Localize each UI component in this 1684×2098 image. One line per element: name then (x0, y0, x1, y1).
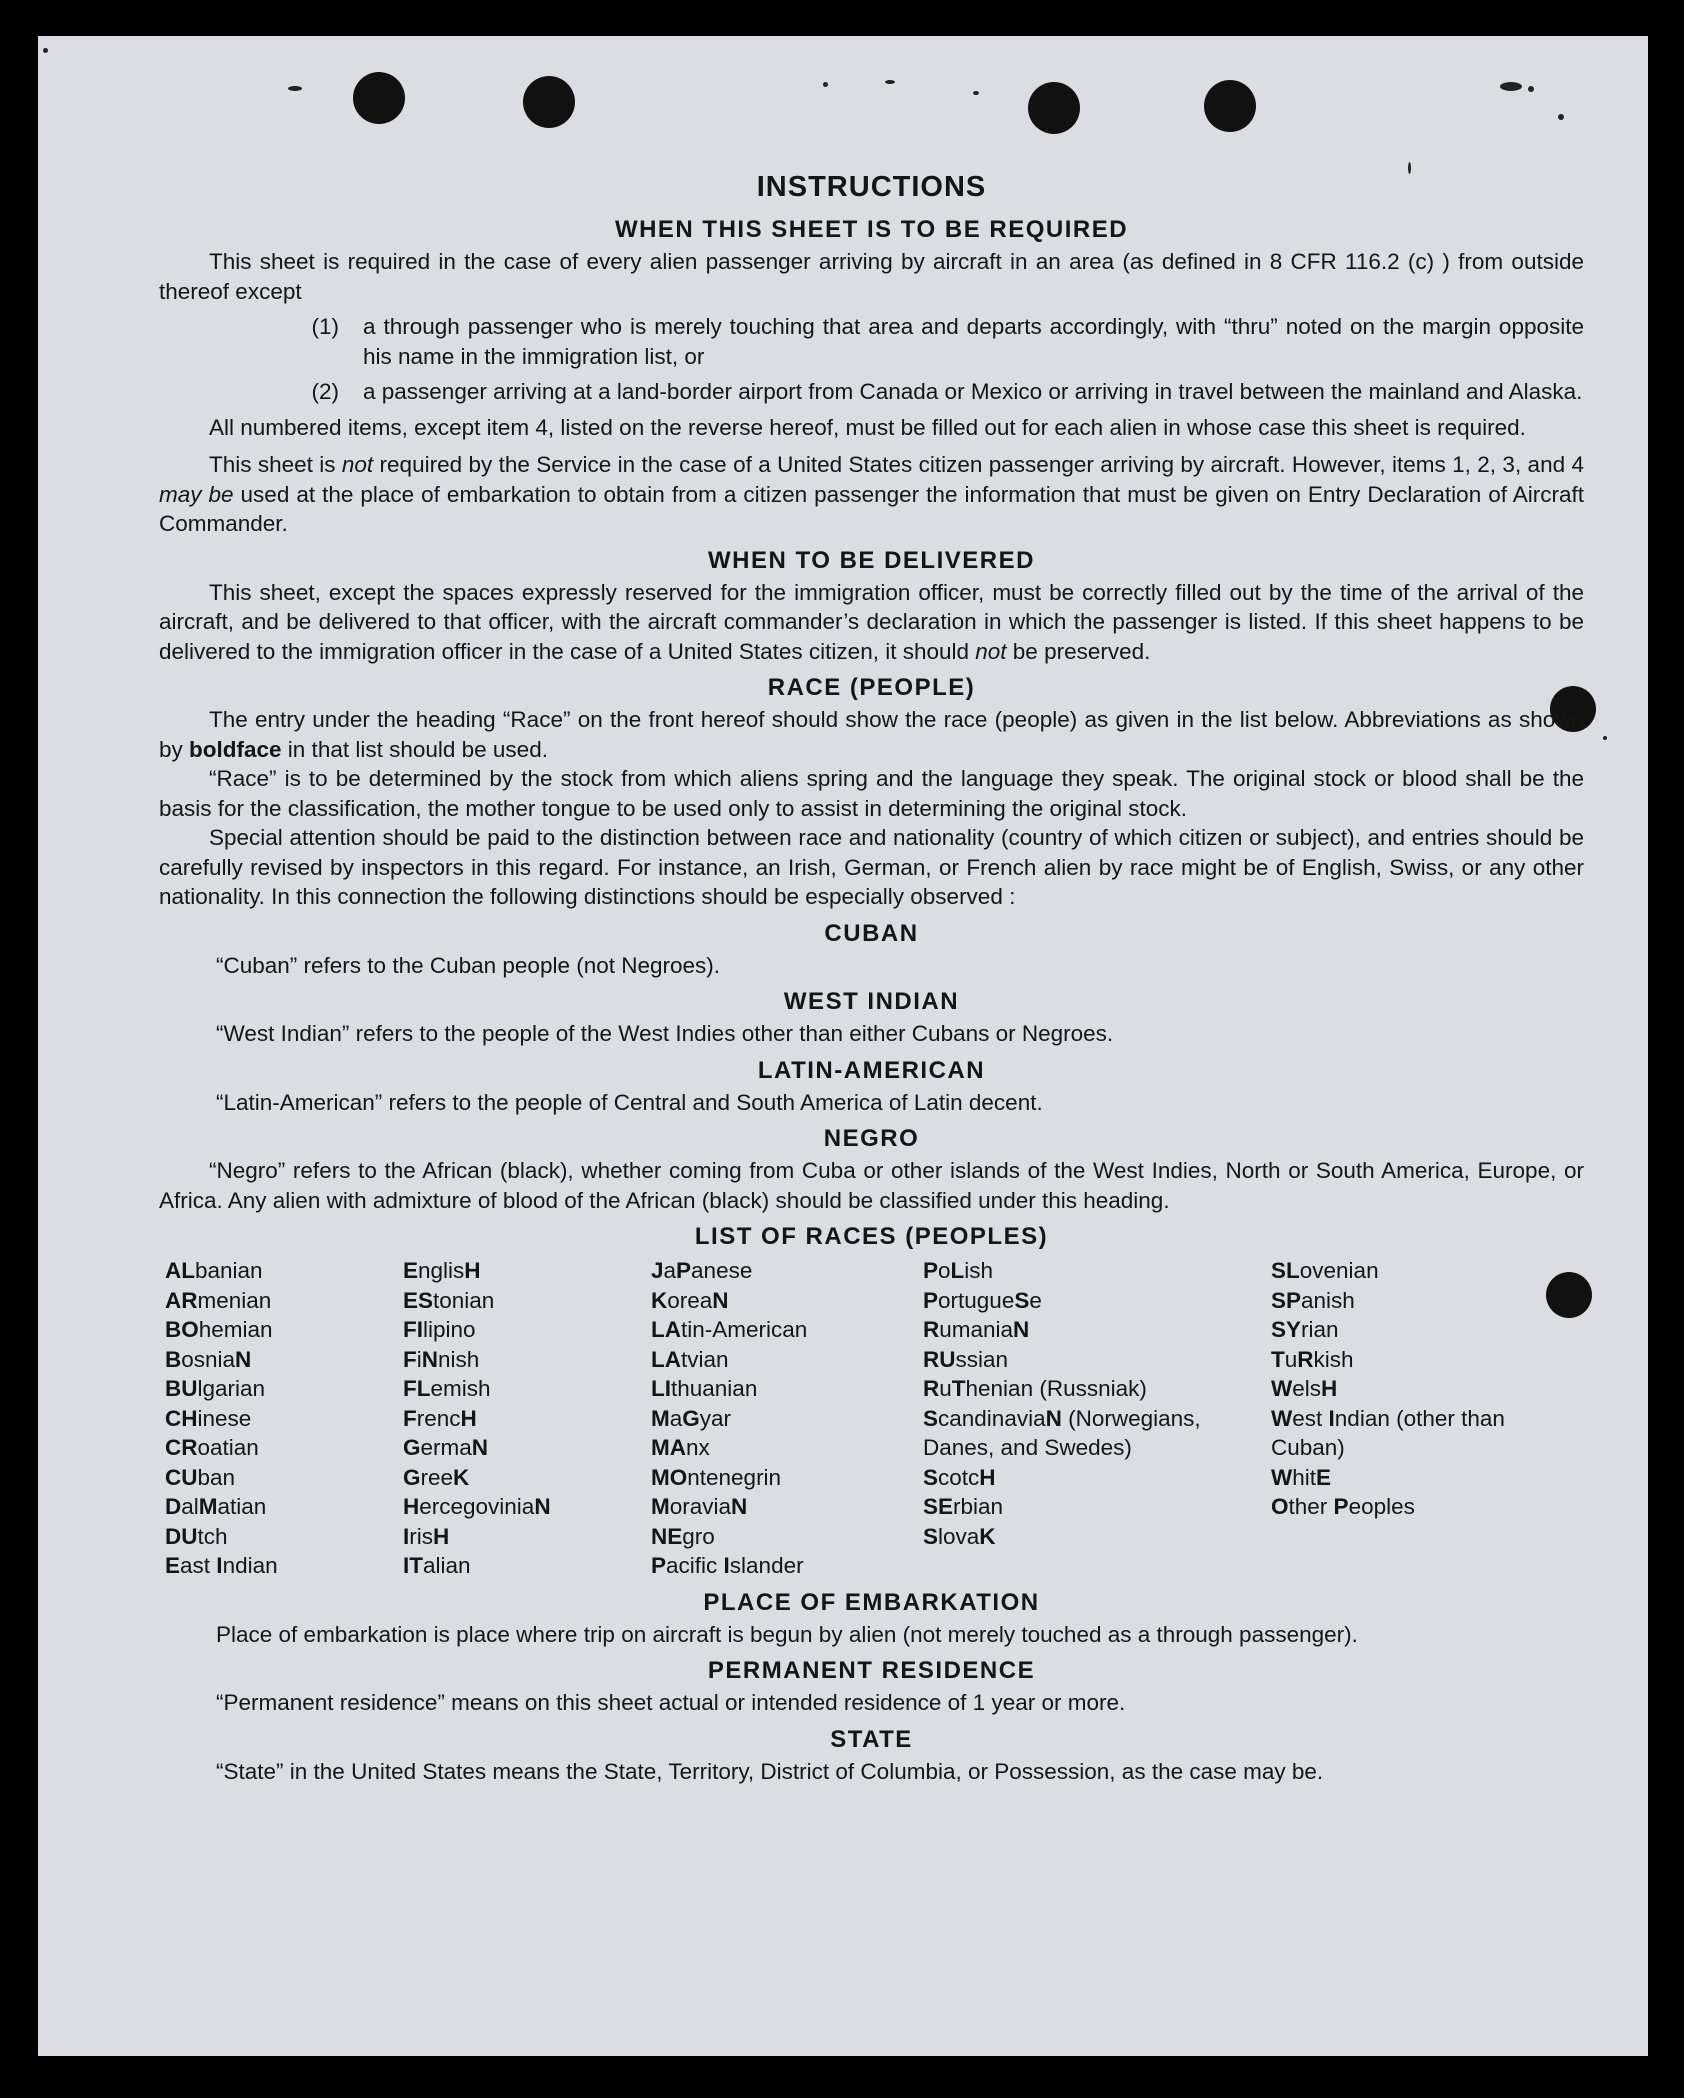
latin-american-definition: “Latin-American” refers to the people of Central and South America of Latin decent. (216, 1089, 1043, 1115)
race-entry: SlovaK (923, 1523, 996, 1549)
race-entry: KoreaN (651, 1287, 729, 1313)
exception-item (159, 377, 1584, 407)
race-entry: LAtvian (651, 1346, 729, 1372)
race-entry: MAnx (651, 1435, 710, 1460)
race-entry: FIlipino (403, 1317, 476, 1342)
race-entry: SErbian (923, 1494, 1004, 1519)
race-entry: ScandinaviaN (Norwegians, Danes, and Swedes) (923, 1405, 1201, 1460)
race-entry: WelsH (1271, 1376, 1338, 1401)
cuban-definition: “Cuban” refers to the Cuban people (not Negroes). (216, 952, 721, 978)
punch-hole-icon (353, 72, 405, 124)
race-entry: NEgro (651, 1523, 715, 1549)
heading-embarkation: PLACE OF EMBARKATION (703, 1588, 1040, 1616)
race-entry: EStonian (403, 1287, 495, 1313)
heading-when-required: WHEN THIS SHEET IS TO BE REQUIRED (614, 216, 1129, 243)
heading-west-indian: WEST INDIAN (783, 988, 960, 1015)
race-entry: BosniaN (165, 1346, 252, 1372)
races-column (1271, 1256, 1531, 1581)
exception-text: a through passenger who is merely touching that area and departs accordingly, with “thru” noted on the margin opposite his name in the immigration list, or (363, 314, 1584, 369)
race-entry: MaGyar (651, 1405, 732, 1431)
races-column (651, 1256, 923, 1581)
race-entry: ALbanian (165, 1258, 263, 1283)
race-entry: ScotcH (923, 1464, 996, 1490)
speck-mark (1500, 82, 1522, 91)
race-entry: RumaniaN (923, 1317, 1030, 1342)
race-entry: CUban (165, 1464, 236, 1490)
race-entry: SPanish (1271, 1287, 1355, 1313)
document-sheet (38, 36, 1648, 2056)
exception-number: (2) (311, 379, 339, 404)
residence-definition: “Permanent residence” means on this sheet actual or intended residence of 1 year or more. (216, 1690, 1126, 1715)
race-entry: DUtch (165, 1523, 228, 1549)
race-entry: FLemish (403, 1376, 491, 1401)
negro-definition: “Negro” refers to the African (black), whether coming from Cuba or other islands of the West Indies, North or South America, Europe, or Africa. Any alien with admixture of blood of the African (black) should be classified under this heading. (159, 1158, 1584, 1213)
race-entry: DalMatian (165, 1494, 267, 1519)
west-indian-definition: “West Indian” refers to the people of the West Indies other than either Cubans or Negroes. (216, 1021, 1114, 1046)
numbered-items-paragraph: All numbered items, except item 4, listed on the reverse hereof, must be filled out for each alien in whose case this sheet is required. (209, 414, 1526, 440)
exception-number: (1) (311, 314, 339, 339)
punch-hole-icon (1028, 82, 1080, 134)
embarkation-definition: Place of embarkation is place where trip on aircraft is begun by alien (not merely touched as a through passenger). (216, 1621, 1358, 1647)
speck-mark (823, 82, 828, 87)
exception-text: a passenger arriving at a land-border airport from Canada or Mexico or arriving in travel between the mainland and Alaska. (363, 379, 1583, 404)
race-entry: BUlgarian (165, 1376, 266, 1401)
when-required-intro: This sheet is required in the case of every alien passenger arriving by aircraft in an area (as defined in 8 CFR 116.2 (c) ) from outside thereof except (159, 249, 1584, 304)
race-entry: LAtin-American (651, 1317, 808, 1342)
races-column (165, 1256, 403, 1581)
speck-mark (43, 48, 48, 53)
punch-hole-icon (523, 76, 575, 128)
race-entry: WhitE (1271, 1464, 1332, 1490)
speck-mark (1558, 114, 1564, 120)
speck-mark (885, 80, 895, 84)
race-entry: Pacific Islander (651, 1553, 804, 1578)
race-paragraph-2: “Race” is to be determined by the stock from which aliens spring and the language they speak. The original stock or blood shall be the basis for the classification, the mother tongue to be used only to assist in determining the original stock. (159, 766, 1584, 821)
heading-when-delivered: WHEN TO BE DELIVERED (708, 546, 1035, 574)
heading-latin-american: LATIN-AMERICAN (757, 1056, 986, 1084)
race-entry: MoraviaN (651, 1494, 748, 1519)
race-entry: Other Peoples (1271, 1494, 1415, 1519)
race-entry: RuThenian (Russniak) (923, 1376, 1147, 1401)
page-title: INSTRUCTIONS (756, 171, 987, 203)
race-entry: SYrian (1271, 1317, 1339, 1342)
race-entry: SLovenian (1271, 1258, 1379, 1283)
heading-list-of-races: LIST OF RACES (PEOPLES) (694, 1223, 1049, 1250)
heading-cuban: CUBAN (824, 919, 919, 947)
race-entry: HercegoviniaN (403, 1494, 551, 1519)
race-paragraph-3: Special attention should be paid to the distinction between race and nationality (country of which citizen or subject), and entries should be carefully revised by inspectors in this regard. For instance, an Irish, German, or French alien by race might be of English, Swiss, or any other nationality. In this connection the following distinctions should be especially observed : (159, 825, 1584, 909)
exception-item (159, 312, 1584, 371)
punch-hole-icon (1204, 80, 1256, 132)
delivery-paragraph: This sheet, except the spaces expressly reserved for the immigration officer, must be correctly filled out by the time of the arrival of the aircraft, and be delivered to that officer, with the aircraft commander’s declaration in which the passenger is listed. If this sheet happens to be delivered to the immigration officer in the case of a United States citizen, it should not be preserved. (159, 579, 1584, 664)
race-entry: West Indian (other than Cuban) (1271, 1405, 1505, 1460)
race-entry: ITalian (403, 1553, 471, 1578)
heading-permanent-residence: PERMANENT RESIDENCE (707, 1657, 1036, 1684)
race-paragraph-1: The entry under the heading “Race” on the front hereof should show the race (people) as given in the list below. Abbreviations as shown by boldface in that list should be used. (159, 707, 1584, 762)
race-entry: JaPanese (651, 1258, 753, 1283)
race-entry: ARmenian (165, 1287, 272, 1313)
speck-mark (1603, 736, 1607, 740)
race-entry: LIthuanian (651, 1376, 758, 1401)
race-entry: GermaN (403, 1435, 489, 1460)
races-column (923, 1256, 1271, 1581)
race-entry: PortugueSe (923, 1287, 1042, 1313)
race-entry: CRoatian (165, 1435, 259, 1460)
races-column (403, 1256, 651, 1581)
race-entry: EnglisH (403, 1258, 481, 1283)
race-entry: MOntenegrin (651, 1464, 782, 1490)
heading-race: RACE (PEOPLE) (767, 674, 976, 701)
heading-state: STATE (830, 1725, 913, 1753)
races-list (159, 1256, 1584, 1581)
race-entry: CHinese (165, 1405, 252, 1431)
race-entry: PoLish (923, 1258, 994, 1283)
citizen-paragraph: This sheet is not required by the Service in the case of a United States citizen passenger arriving by aircraft. However, items 1, 2, 3, and 4 may be used at the place of embarkation to obtain from a citizen passenger the information that must be given on Entry Declaration of Aircraft Commander. (159, 452, 1584, 536)
race-entry: TuRkish (1271, 1346, 1354, 1372)
instructions-content (159, 166, 1584, 1786)
speck-mark (1528, 86, 1534, 92)
heading-negro: NEGRO (823, 1125, 920, 1152)
race-entry: IrisH (403, 1523, 450, 1549)
state-definition: “State” in the United States means the State, Territory, District of Columbia, or Possession, as the case may be. (216, 1758, 1324, 1784)
race-entry: FiNnish (403, 1346, 480, 1372)
race-entry: BOhemian (165, 1317, 273, 1342)
speck-mark (288, 86, 302, 91)
race-entry: GreeK (403, 1464, 470, 1490)
race-entry: FrencH (403, 1405, 477, 1431)
race-entry: RUssian (923, 1346, 1009, 1372)
race-entry: East Indian (165, 1553, 278, 1578)
speck-mark (973, 91, 979, 95)
